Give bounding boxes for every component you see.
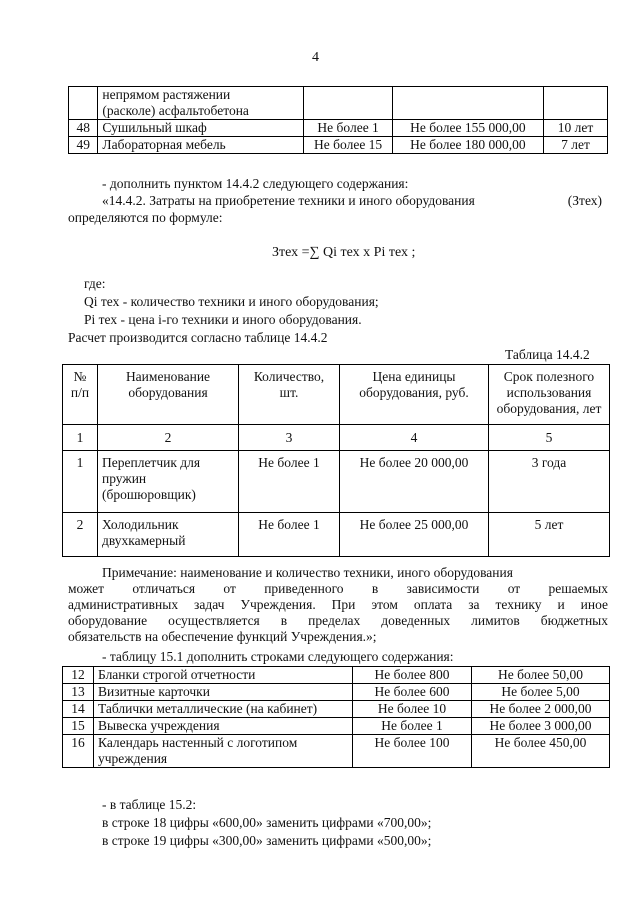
row-number — [69, 87, 98, 120]
note-line: административных задач Учреждения. При этом оплата за технику и иное — [68, 597, 608, 612]
table-row — [63, 718, 610, 735]
header-qty: Количество, шт. — [239, 365, 340, 425]
row-term: 5 лет — [489, 513, 610, 557]
formula: Зтех =∑ Qi тех х Pi тех ; — [272, 245, 416, 260]
paragraph-15-1: - таблицу 15.1 дополнить строками следующего содержания: — [102, 649, 454, 664]
table-row — [69, 120, 608, 137]
index-cell: 2 — [98, 425, 239, 451]
row-number: 14 — [63, 701, 94, 718]
index-cell: 1 — [63, 425, 98, 451]
note-line: может отличаться от приведенного в зависимости от решаемых — [68, 581, 608, 596]
note-line: обязательств на обеспечение функций Учреждения.»; — [68, 629, 377, 644]
row-qty: Не более 10 — [353, 701, 472, 718]
row-term: 3 года — [489, 451, 610, 513]
index-cell: 3 — [239, 425, 340, 451]
row-price: Не более 2 000,00 — [472, 701, 610, 718]
paragraph-14-4-2-text: «14.4.2. Затраты на приобретение техники и иного оборудования — [102, 193, 475, 208]
definition-q: Qi тех - количество техники и иного оборудования; — [84, 294, 379, 309]
row-number: 48 — [69, 120, 98, 137]
header-price: Цена единицы оборудования, руб. — [340, 365, 489, 425]
note-line: оборудование осуществляется в пределах доведенных лимитов бюджетных — [68, 613, 608, 628]
row-name: Лабораторная мебель — [98, 137, 304, 154]
row-term: 7 лет — [544, 137, 608, 154]
row-name: Вывеска учреждения — [94, 718, 353, 735]
row-qty: Не более 600 — [353, 684, 472, 701]
row-price: Не более 450,00 — [472, 735, 610, 768]
table-row — [63, 451, 610, 513]
paragraph-14-4-2 — [68, 193, 608, 226]
row-qty: Не более 100 — [353, 735, 472, 768]
paragraph-add-item: - дополнить пунктом 14.4.2 следующего содержания: — [102, 176, 409, 191]
row-qty: Не более 1 — [239, 451, 340, 513]
table-14-4-2 — [62, 364, 610, 557]
row-number: 16 — [63, 735, 94, 768]
row-price — [392, 87, 543, 120]
equipment-table-continued — [68, 86, 608, 154]
row-term — [544, 87, 608, 120]
row-name: Визитные карточки — [94, 684, 353, 701]
row-price: Не более 155 000,00 — [392, 120, 543, 137]
header-term: Срок полезного использования оборудования, лет — [489, 365, 610, 425]
row-qty — [304, 87, 392, 120]
index-row — [63, 425, 610, 451]
calculation-note: Расчет производится согласно таблице 14.4.2 — [68, 330, 328, 345]
row-term: 10 лет — [544, 120, 608, 137]
header-row — [63, 365, 610, 425]
table-row — [63, 513, 610, 557]
table-row — [63, 701, 610, 718]
row-qty: Не более 15 — [304, 137, 392, 154]
row-price: Не более 25 000,00 — [340, 513, 489, 557]
row-name: Таблички металлические (на кабинет) — [94, 701, 353, 718]
row-qty: Не более 800 — [353, 667, 472, 684]
header-name: Наименование оборудования — [98, 365, 239, 425]
row-price: Не более 3 000,00 — [472, 718, 610, 735]
row-price: Не более 5,00 — [472, 684, 610, 701]
row-price: Не более 50,00 — [472, 667, 610, 684]
row-name: Сушильный шкаф — [98, 120, 304, 137]
header-num: № п/п — [63, 365, 98, 425]
index-cell: 5 — [489, 425, 610, 451]
page-number: 4 — [312, 50, 319, 65]
where-label: где: — [84, 276, 106, 291]
note-paragraph — [68, 565, 608, 645]
row-price: Не более 180 000,00 — [392, 137, 543, 154]
paragraph-15-2: - в таблице 15.2: — [102, 797, 197, 812]
table-row — [63, 667, 610, 684]
row-qty: Не более 1 — [239, 513, 340, 557]
definition-p: Pi тех - цена i-го техники и иного оборудования. — [84, 312, 362, 327]
row-name: Бланки строгой отчетности — [94, 667, 353, 684]
row-number: 12 — [63, 667, 94, 684]
row-qty: Не более 1 — [353, 718, 472, 735]
index-cell: 4 — [340, 425, 489, 451]
table-row — [69, 137, 608, 154]
paragraph-14-4-2-continuation: определяются по формуле: — [68, 210, 223, 225]
table-row — [63, 735, 610, 768]
row-price: Не более 20 000,00 — [340, 451, 489, 513]
row-number: 2 — [63, 513, 98, 557]
row-number: 49 — [69, 137, 98, 154]
table-15-1 — [62, 666, 610, 768]
paragraph-row-18: в строке 18 цифры «600,00» заменить цифрами «700,00»; — [102, 815, 432, 830]
row-name: Календарь настенный с логотипом учреждения — [94, 735, 353, 768]
row-qty: Не более 1 — [304, 120, 392, 137]
table-caption: Таблица 14.4.2 — [505, 347, 590, 362]
row-number: 15 — [63, 718, 94, 735]
row-name: Холодильник двухкамерный — [98, 513, 239, 557]
row-number: 13 — [63, 684, 94, 701]
cost-symbol: (Зтех) — [567, 193, 602, 208]
row-number: 1 — [63, 451, 98, 513]
table-row — [63, 684, 610, 701]
paragraph-row-19: в строке 19 цифры «300,00» заменить цифрами «500,00»; — [102, 833, 432, 848]
note-line: Примечание: наименование и количество техники, иного оборудования — [102, 565, 513, 580]
table-row — [69, 87, 608, 120]
row-name: Переплетчик для пружин (брошюровщик) — [98, 451, 239, 513]
row-name: непрямом растяжении (расколе) асфальтобетона — [98, 87, 304, 120]
